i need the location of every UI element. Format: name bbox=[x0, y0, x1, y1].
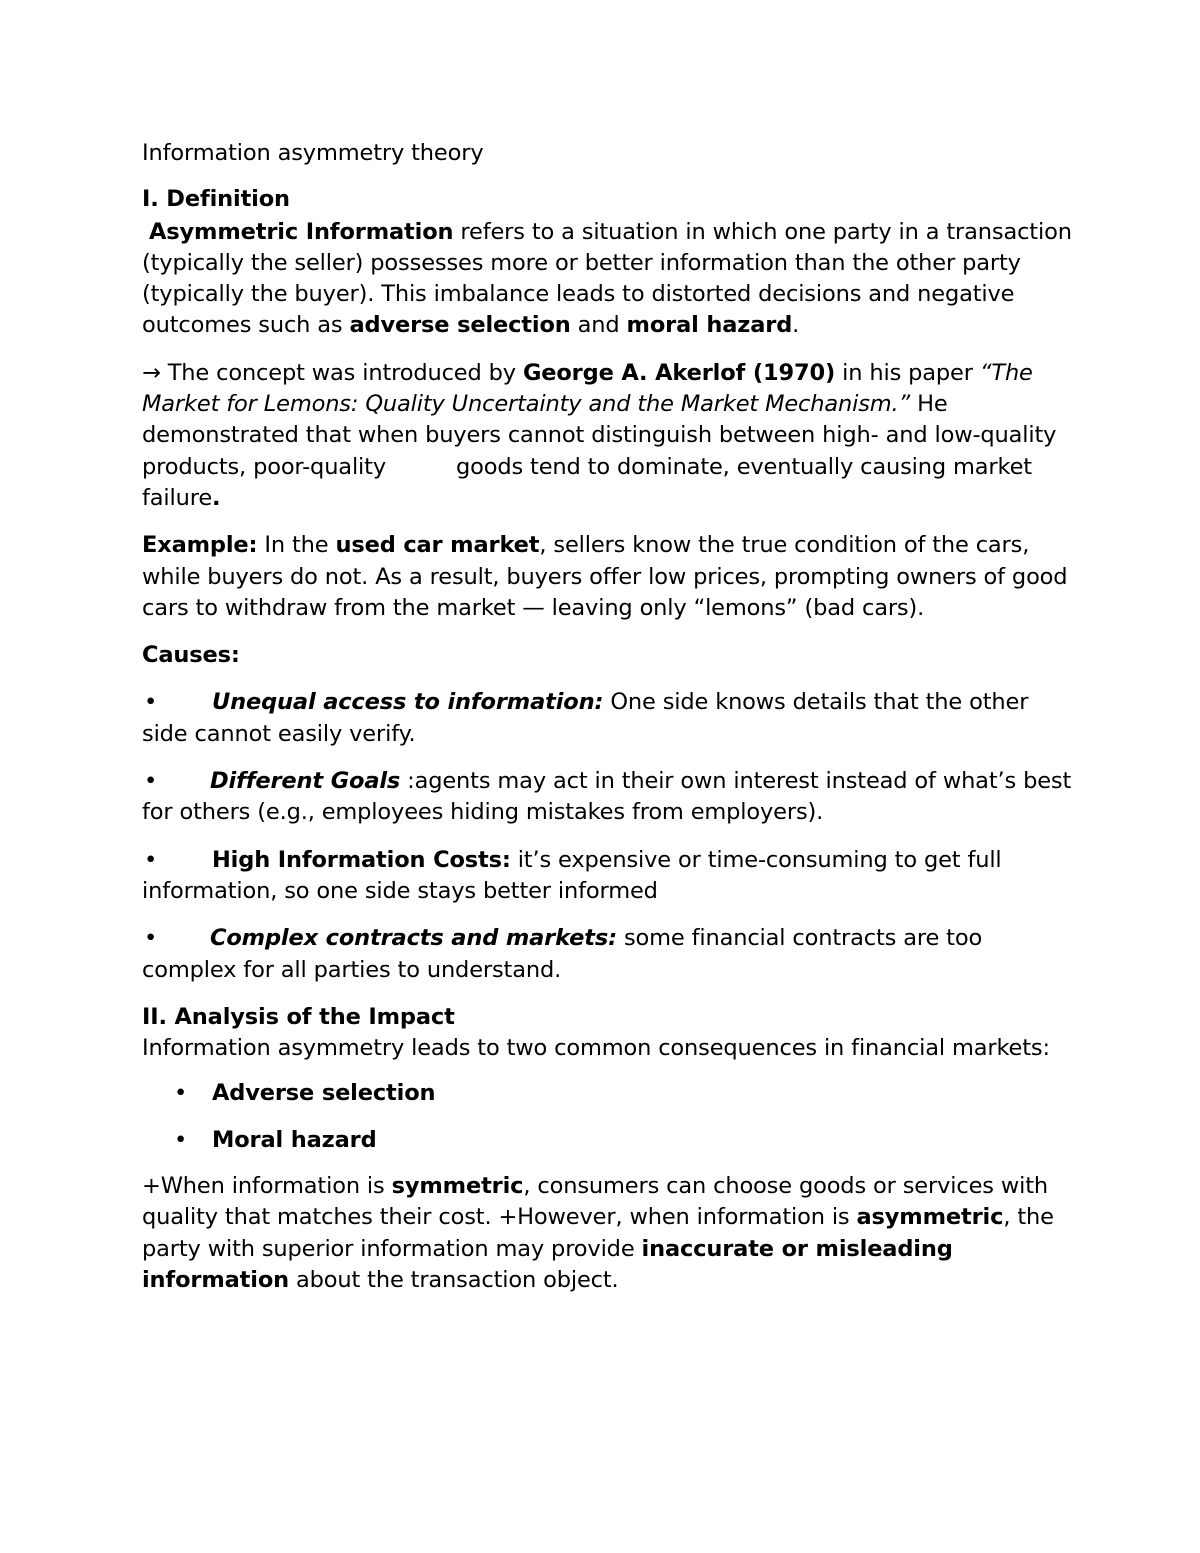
term-used-car-market: used car market bbox=[335, 532, 540, 559]
cause-text: One side knows details that the other side cannot easily verify. bbox=[142, 689, 1029, 747]
cause-text: some financial contracts are too complex for all parties to understand. bbox=[142, 925, 983, 983]
cause-term: Unequal access to information: bbox=[212, 689, 604, 716]
definition-text: refers to a situation in which one party in a transaction (typically the seller) possesses more or better information than the other party (typically the buyer). This imbalance leads to distorted decisions and negative outcomes such as bbox=[142, 218, 1072, 339]
intro-arrow-text: → The concept was introduced by bbox=[142, 359, 523, 386]
impact-intro: Information asymmetry leads to two common consequences in financial markets: bbox=[142, 1035, 1050, 1062]
bullet-icon: • bbox=[144, 689, 158, 716]
akerlof-paragraph bbox=[142, 358, 1072, 514]
example-paragraph bbox=[142, 530, 1072, 624]
intro-body-text-2: goods tend to dominate, eventually causing market failure bbox=[142, 453, 1032, 511]
section-heading-impact: II. Analysis of the Impact bbox=[142, 1003, 455, 1030]
cause-term: High Information Costs: bbox=[212, 846, 511, 873]
list-item bbox=[142, 1125, 1072, 1156]
definition-end: . bbox=[792, 312, 800, 339]
bullet-icon: • bbox=[144, 925, 158, 952]
closing-paragraph bbox=[142, 1171, 1072, 1296]
document-title: Information asymmetry theory bbox=[142, 140, 484, 166]
closing-text-1: +When information is bbox=[142, 1173, 392, 1200]
closing-text-3: , the party with superior information may provide bbox=[142, 1204, 1054, 1262]
closing-text-4: about the transaction object. bbox=[289, 1266, 619, 1293]
example-text-2: , sellers know the true condition of the cars, while buyers do not. As a result, buyers offer low prices, prompting owners of good cars to withdraw from the market — leaving only “lemons” (bad cars). bbox=[142, 532, 1068, 621]
causes-heading: Causes: bbox=[142, 642, 240, 669]
cause-term: Different Goals bbox=[210, 768, 401, 795]
cause-text: :agents may act in their own interest instead of what’s best for others (e.g., employees hiding mistakes from employers). bbox=[142, 768, 1072, 826]
section-heading-definition: I. Definition bbox=[142, 186, 290, 213]
author-name: George A. Akerlof (1970) bbox=[522, 359, 836, 386]
consequence-list bbox=[142, 1078, 1072, 1156]
closing-text-2: , consumers can choose goods or services with quality that matches their cost. +However, when information is bbox=[142, 1173, 1048, 1231]
cause-term: Complex contracts and markets: bbox=[210, 925, 617, 952]
bullet-icon: • bbox=[144, 768, 158, 795]
definition-paragraph bbox=[142, 217, 1072, 342]
term-asymmetric-information: Asymmetric Information bbox=[149, 218, 454, 245]
cause-item bbox=[142, 845, 1072, 908]
cause-text: it’s expensive or time-consuming to get full information, so one side stays better informed bbox=[142, 846, 1002, 904]
bullet-icon: • bbox=[174, 1126, 188, 1153]
definition-and: and bbox=[570, 312, 627, 339]
intro-end-period: . bbox=[212, 484, 221, 511]
bullet-icon: • bbox=[144, 846, 158, 873]
intro-mid-text: in his paper bbox=[835, 359, 980, 386]
intro-body-text: He demonstrated that when buyers cannot distinguish between high- and low-quality products, poor-quality bbox=[142, 391, 1057, 480]
bullet-icon: • bbox=[174, 1080, 188, 1107]
consequence-label: Moral hazard bbox=[212, 1126, 377, 1153]
cause-item bbox=[142, 923, 1072, 986]
document-body bbox=[142, 138, 1072, 1296]
example-label: Example: bbox=[142, 532, 258, 559]
term-inaccurate-info: inaccurate or misleading information bbox=[142, 1235, 953, 1293]
term-symmetric: symmetric bbox=[391, 1173, 524, 1200]
term-asymmetric: asymmetric bbox=[856, 1204, 1004, 1231]
term-moral-hazard: moral hazard bbox=[626, 312, 793, 339]
example-text-1: In the bbox=[257, 532, 336, 559]
term-adverse-selection: adverse selection bbox=[349, 312, 571, 339]
cause-item bbox=[142, 687, 1072, 750]
paper-title: “The Market for Lemons: Quality Uncertainty and the Market Mechanism.” bbox=[142, 359, 1033, 418]
cause-item bbox=[142, 766, 1072, 829]
list-item bbox=[142, 1078, 1072, 1109]
consequence-label: Adverse selection bbox=[212, 1080, 436, 1107]
